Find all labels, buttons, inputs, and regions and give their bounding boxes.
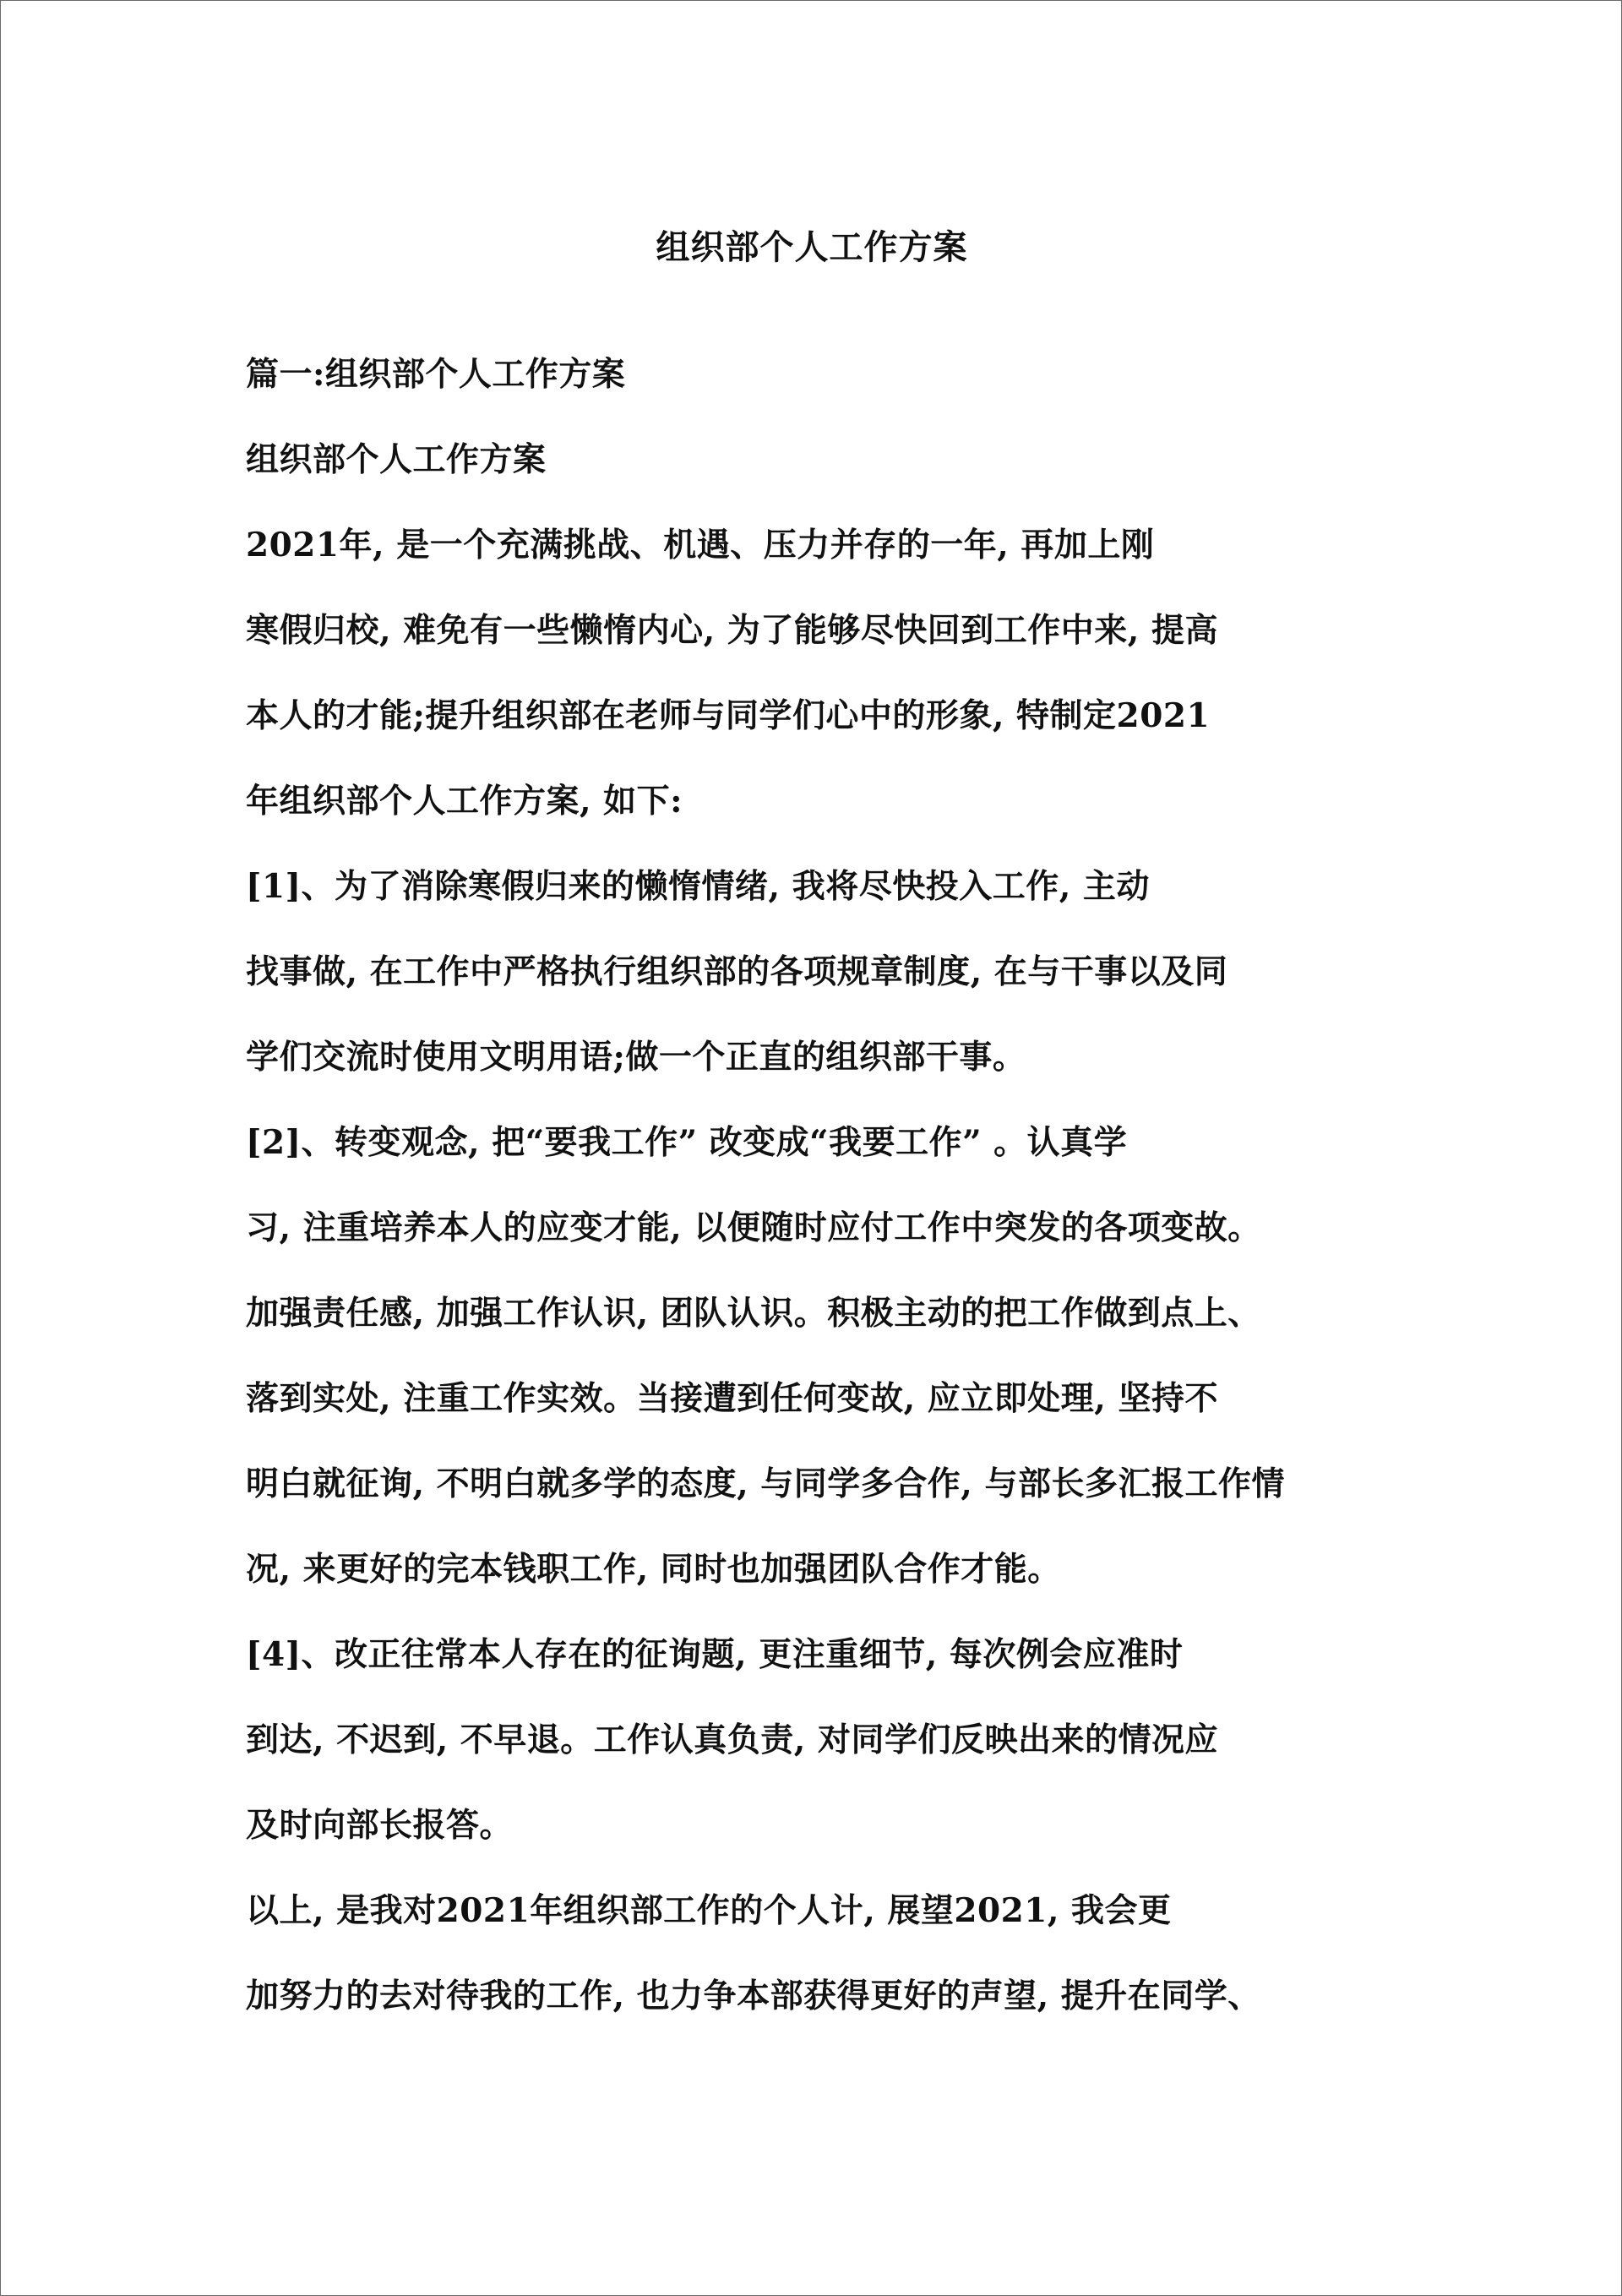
document-title: 组织部个人工作方案 xyxy=(656,227,968,267)
subtitle-line: 组织部个人工作方案 xyxy=(246,440,547,479)
paragraph-line: 2021年, 是一个充满挑战、机遇、压力并存的一年, 再加上刚 xyxy=(246,526,1155,564)
paragraph-line: 到达, 不迟到, 不早退。工作认真负责, 对同学们反映出来的情况应 xyxy=(246,1721,1218,1759)
paragraph-line: 况, 来更好的完本钱职工作, 同时也加强团队合作才能。 xyxy=(246,1550,1061,1589)
paragraph-line: 落到实处, 注重工作实效。当接遭到任何变故, 应立即处理, 坚持不 xyxy=(246,1379,1218,1418)
paragraph-line: 找事做, 在工作中严格执行组织部的各项规章制度, 在与干事以及同 xyxy=(246,952,1228,991)
paragraph-line: 本人的才能;提升组织部在老师与同学们心中的形象, 特制定2021 xyxy=(246,696,1211,735)
section-heading: 篇一:组织部个人工作方案 xyxy=(246,355,626,394)
paragraph-line: [2]、转变观念, 把“要我工作” 改变成“我要工作” 。认真学 xyxy=(246,1123,1128,1162)
paragraph-line: 加努力的去对待我的工作, 也力争本部获得更好的声望, 提升在同学、 xyxy=(246,1977,1261,2015)
paragraph-line: [1]、为了消除寒假归来的懒惰情绪, 我将尽快投入工作, 主动 xyxy=(246,867,1150,906)
paragraph-line: 学们交流时使用文明用语;做一个正直的组织部干事。 xyxy=(246,1038,1026,1077)
paragraph-line: 加强责任感, 加强工作认识, 团队认识。积极主动的把工作做到点上、 xyxy=(246,1294,1261,1333)
paragraph-line: 习, 注重培养本人的应变才能, 以便随时应付工作中突发的各项变故。 xyxy=(246,1208,1261,1247)
paragraph-line: [4]、改正往常本人存在的征询题, 更注重细节, 每次例会应准时 xyxy=(246,1635,1184,1674)
paragraph-line: 寒假归校, 难免有一些懒惰内心, 为了能够尽快回到工作中来, 提高 xyxy=(246,611,1218,650)
document-body xyxy=(246,349,1395,2056)
paragraph-line: 明白就征询, 不明白就多学的态度, 与同学多合作, 与部长多汇报工作情 xyxy=(246,1464,1285,1503)
paragraph-line: 年组织部个人工作方案, 如下: xyxy=(246,782,683,821)
paragraph-line: 及时向部长报答。 xyxy=(246,1806,514,1845)
paragraph-line: 以上, 是我对2021年组织部工作的个人计, 展望2021, 我会更 xyxy=(246,1891,1172,1930)
